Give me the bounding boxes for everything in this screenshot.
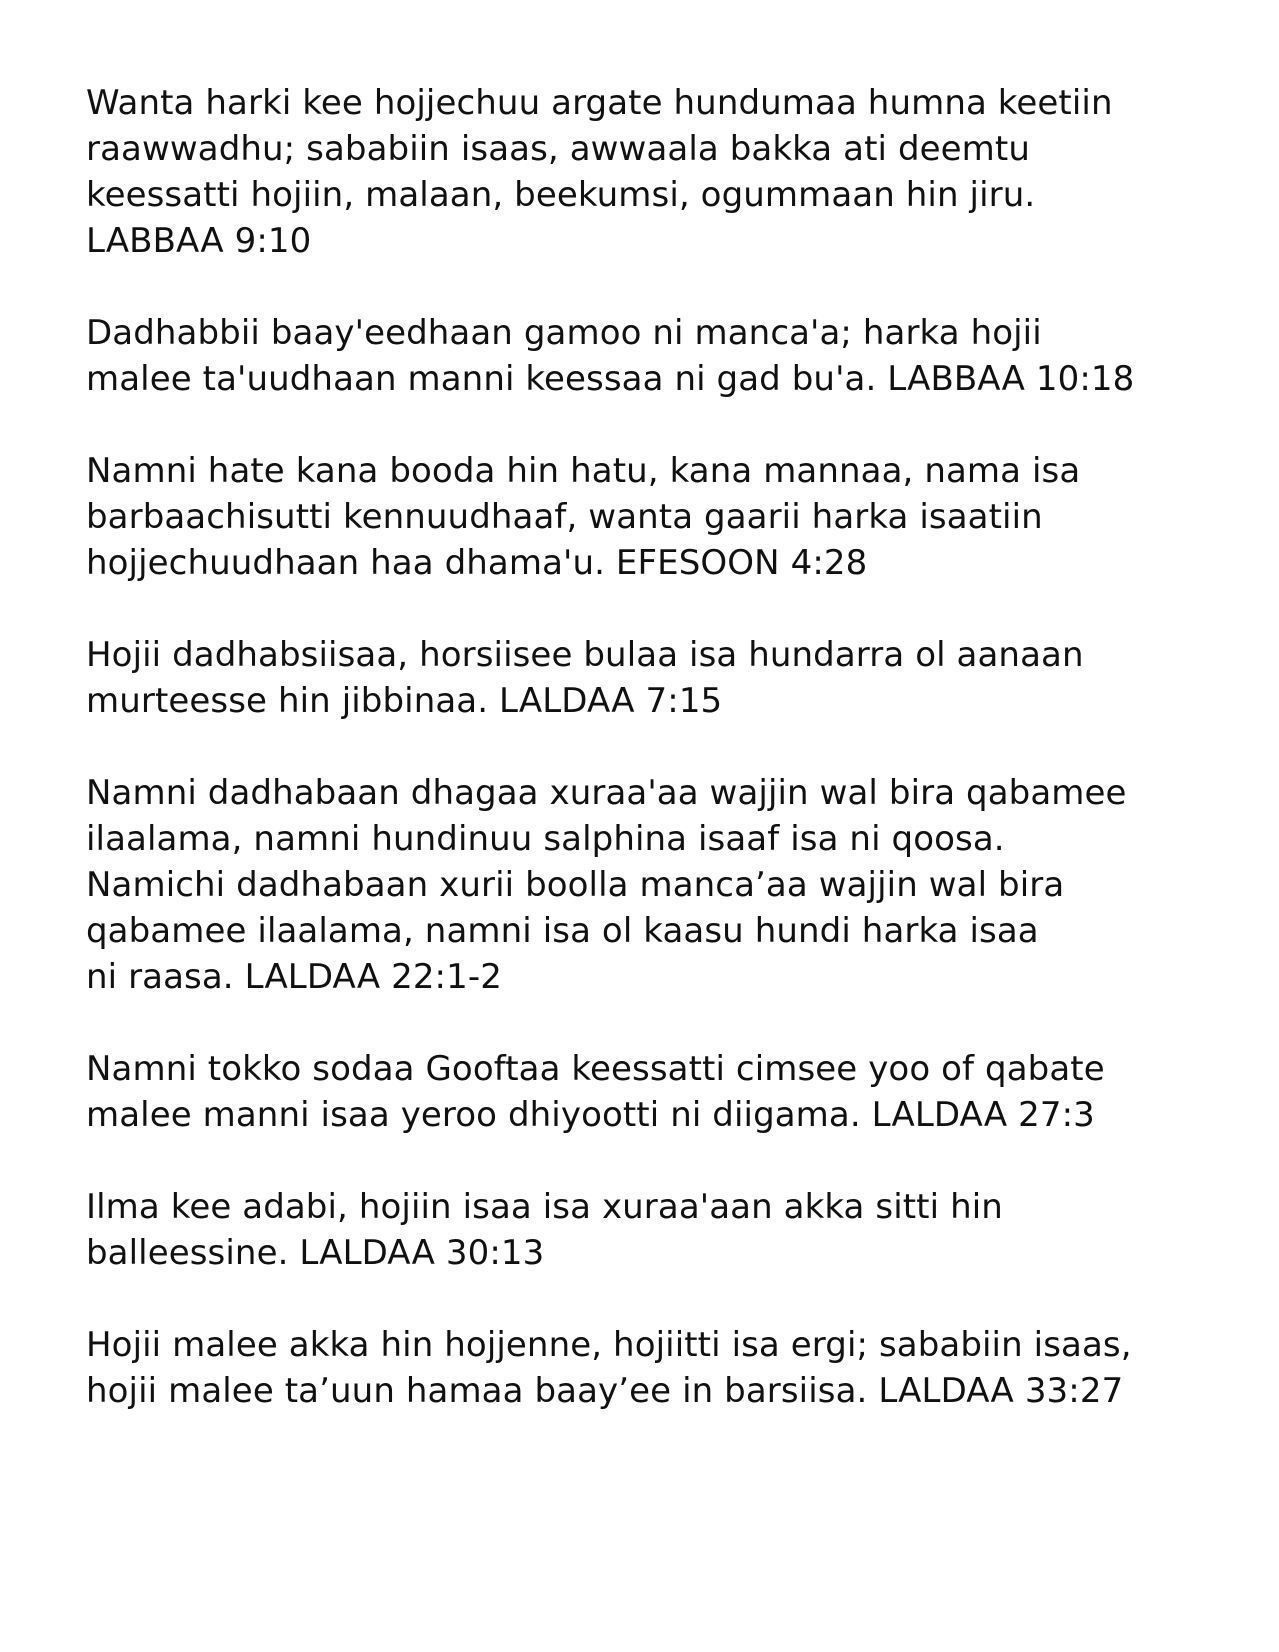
passage-line: Namni hate kana booda hin hatu, kana mannaa, nama isa [86,451,1081,491]
passage-line: hojjechuudhaan haa dhama'u. EFESOON 4:28 [86,543,868,583]
passage-reference: LABBAA 9:10 [86,221,312,261]
passage-line: Namichi dadhabaan xurii boolla manca’aa wajjin wal bira [86,865,1065,905]
passage-line: barbaachisutti kennuudhaaf, wanta gaarii harka isaatiin [86,497,1043,537]
document-page [86,80,1256,1460]
passage-efesoon-4-28 [86,448,1256,586]
passage-line: murteesse hin jibbinaa. LALDAA 7:15 [86,681,723,721]
passage-laldaa-22-1-2 [86,770,1256,1000]
passage-line: balleessine. LALDAA 30:13 [86,1233,545,1273]
passage-laldaa-7-15 [86,632,1256,724]
passage-laldaa-33-27 [86,1322,1256,1414]
passage-laldaa-27-3 [86,1046,1256,1138]
passage-line: Hojii malee akka hin hojjenne, hojiitti isa ergi; sababiin isaas, [86,1325,1132,1365]
passage-line: raawwadhu; sababiin isaas, awwaala bakka ati deemtu [86,129,1030,169]
passage-line: Hojii dadhabsiisaa, horsiisee bulaa isa hundarra ol aanaan [86,635,1084,675]
passage-line: malee ta'uudhaan manni keessaa ni gad bu'a. LABBAA 10:18 [86,359,1135,399]
passage-labbaa-9-10 [86,80,1256,264]
passage-line: keessatti hojiin, malaan, beekumsi, ogummaan hin jiru. [86,175,1036,215]
passage-line: Ilma kee adabi, hojiin isaa isa xuraa'aan akka sitti hin [86,1187,1003,1227]
passage-line: hojii malee ta’uun hamaa baay’ee in barsiisa. LALDAA 33:27 [86,1371,1124,1411]
passage-laldaa-30-13 [86,1184,1256,1276]
passage-line: Wanta harki kee hojjechuu argate hundumaa humna keetiin [86,83,1113,123]
passage-line: Namni dadhabaan dhagaa xuraa'aa wajjin wal bira qabamee [86,773,1127,813]
passage-line: qabamee ilaalama, namni isa ol kaasu hundi harka isaa [86,911,1039,951]
passage-line: Namni tokko sodaa Gooftaa keessatti cimsee yoo of qabate [86,1049,1105,1089]
passage-line: ni raasa. LALDAA 22:1-2 [86,957,502,997]
passage-line: ilaalama, namni hundinuu salphina isaaf isa ni qoosa. [86,819,1005,859]
passage-line: Dadhabbii baay'eedhaan gamoo ni manca'a; harka hojii [86,313,1042,353]
passage-labbaa-10-18 [86,310,1256,402]
passage-line: malee manni isaa yeroo dhiyootti ni diigama. LALDAA 27:3 [86,1095,1095,1135]
